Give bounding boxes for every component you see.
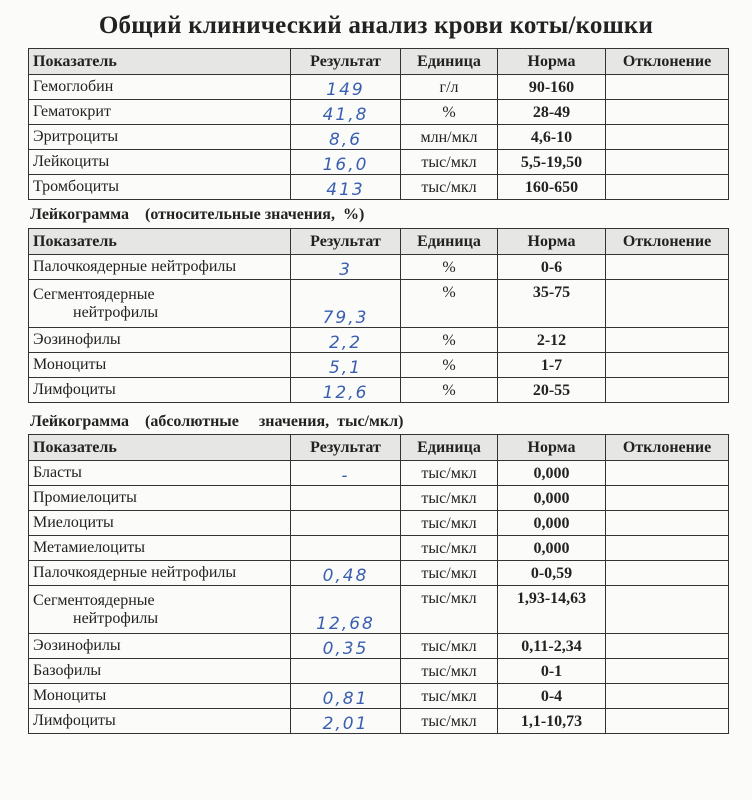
table-row	[29, 255, 729, 280]
deviation-cell	[606, 461, 729, 486]
deviation-cell	[606, 561, 729, 586]
table-header-row	[29, 49, 729, 75]
deviation-cell	[606, 75, 729, 100]
norm-cell: 0-4	[498, 684, 606, 709]
norm-cell: 20-55	[498, 378, 606, 403]
deviation-cell	[606, 255, 729, 280]
indicator-label: Бласты	[33, 464, 82, 481]
table-row	[29, 353, 729, 378]
indicator-label: Эритроциты	[33, 128, 119, 145]
table-row	[29, 125, 729, 150]
norm-cell: 0,000	[498, 461, 606, 486]
table-row	[29, 175, 729, 200]
indicator-label: Лимфоциты	[33, 381, 116, 398]
table-row	[29, 486, 729, 511]
absolute-leukogram-caption: Лейкограмма (абсолютные значения, тыс/мкл)	[30, 413, 404, 430]
indicator-name	[29, 353, 291, 378]
deviation-cell	[606, 125, 729, 150]
norm-cell: 0,000	[498, 511, 606, 536]
indicator-name	[29, 100, 291, 125]
column-header: Единица	[401, 49, 498, 75]
result-cell: 2,01	[291, 709, 401, 734]
result-cell	[291, 511, 401, 536]
indicator-name	[29, 461, 291, 486]
column-header: Показатель	[29, 229, 291, 255]
unit-cell: тыс/мкл	[401, 461, 498, 486]
table-row	[29, 378, 729, 403]
result-cell: 5,1	[291, 353, 401, 378]
table-header-row	[29, 435, 729, 461]
indicator-label: Лейкоциты	[33, 153, 110, 170]
result-cell	[291, 659, 401, 684]
unit-cell: тыс/мкл	[401, 659, 498, 684]
result-cell: 0,81	[291, 684, 401, 709]
deviation-cell	[606, 486, 729, 511]
column-header: Результат	[291, 435, 401, 461]
table-header-row	[29, 229, 729, 255]
deviation-cell	[606, 536, 729, 561]
column-header: Норма	[498, 49, 606, 75]
deviation-cell	[606, 634, 729, 659]
norm-cell: 90-160	[498, 75, 606, 100]
indicator-label-cont: нейтрофилы	[73, 303, 159, 321]
column-header: Единица	[401, 435, 498, 461]
result-cell: 16,0	[291, 150, 401, 175]
table-row	[29, 461, 729, 486]
table-row	[29, 586, 729, 634]
unit-cell: %	[401, 378, 498, 403]
absolute-leukogram-table	[28, 434, 729, 734]
unit-cell: тыс/мкл	[401, 150, 498, 175]
general-blood-table	[28, 48, 729, 200]
indicator-label: Сегментоядерные	[33, 591, 155, 609]
column-header: Отклонение	[606, 49, 729, 75]
unit-cell: %	[401, 353, 498, 378]
relative-leukogram-table	[28, 228, 729, 403]
column-header: Результат	[291, 229, 401, 255]
indicator-name	[29, 586, 291, 634]
indicator-name	[29, 378, 291, 403]
indicator-name	[29, 280, 291, 328]
indicator-name	[29, 684, 291, 709]
indicator-label: Тромбоциты	[33, 178, 119, 195]
result-cell: 149	[291, 75, 401, 100]
unit-cell: тыс/мкл	[401, 634, 498, 659]
indicator-label: Лимфоциты	[33, 712, 116, 729]
table-row	[29, 659, 729, 684]
indicator-name	[29, 536, 291, 561]
indicator-label: Гемоглобин	[33, 78, 114, 95]
table-row	[29, 328, 729, 353]
indicator-name	[29, 328, 291, 353]
table-row	[29, 536, 729, 561]
unit-cell: %	[401, 328, 498, 353]
indicator-label-cont: нейтрофилы	[73, 609, 159, 627]
norm-cell: 4,6-10	[498, 125, 606, 150]
column-header: Единица	[401, 229, 498, 255]
indicator-name	[29, 561, 291, 586]
indicator-label: Моноциты	[33, 687, 107, 704]
indicator-label: Палочкоядерные нейтрофилы	[33, 258, 237, 275]
column-header: Норма	[498, 435, 606, 461]
table-row	[29, 684, 729, 709]
indicator-name	[29, 709, 291, 734]
unit-cell: %	[401, 255, 498, 280]
deviation-cell	[606, 100, 729, 125]
deviation-cell	[606, 378, 729, 403]
table-row	[29, 75, 729, 100]
unit-cell: тыс/мкл	[401, 486, 498, 511]
result-cell: 79,3	[291, 280, 401, 328]
indicator-name	[29, 634, 291, 659]
document-title: Общий клинический анализ крови коты/кошки	[98, 12, 654, 39]
indicator-label: Палочкоядерные нейтрофилы	[33, 564, 237, 581]
norm-cell: 0,000	[498, 486, 606, 511]
unit-cell: тыс/мкл	[401, 684, 498, 709]
result-cell: -	[291, 461, 401, 486]
indicator-label: Базофилы	[33, 662, 102, 679]
indicator-label: Миелоциты	[33, 514, 114, 531]
norm-cell: 0,000	[498, 536, 606, 561]
result-cell: 413	[291, 175, 401, 200]
indicator-label: Метамиелоциты	[33, 539, 146, 556]
result-cell	[291, 536, 401, 561]
column-header: Показатель	[29, 49, 291, 75]
indicator-name	[29, 125, 291, 150]
column-header: Норма	[498, 229, 606, 255]
deviation-cell	[606, 684, 729, 709]
indicator-label: Эозинофилы	[33, 331, 121, 348]
deviation-cell	[606, 280, 729, 328]
result-cell: 2,2	[291, 328, 401, 353]
unit-cell: тыс/мкл	[401, 511, 498, 536]
relative-leukogram-caption: Лейкограмма (относительные значения, %)	[30, 206, 365, 223]
indicator-name	[29, 511, 291, 536]
deviation-cell	[606, 175, 729, 200]
unit-cell: тыс/мкл	[401, 586, 498, 634]
indicator-label: Моноциты	[33, 356, 107, 373]
indicator-name	[29, 255, 291, 280]
norm-cell: 0-1	[498, 659, 606, 684]
result-cell: 41,8	[291, 100, 401, 125]
result-cell: 12,68	[291, 586, 401, 634]
norm-cell: 0-6	[498, 255, 606, 280]
table-row	[29, 709, 729, 734]
unit-cell: %	[401, 280, 498, 328]
norm-cell: 2-12	[498, 328, 606, 353]
indicator-label: Промиелоциты	[33, 489, 137, 506]
table-row	[29, 150, 729, 175]
deviation-cell	[606, 511, 729, 536]
column-header: Показатель	[29, 435, 291, 461]
deviation-cell	[606, 659, 729, 684]
column-header: Результат	[291, 49, 401, 75]
unit-cell: %	[401, 100, 498, 125]
norm-cell: 28-49	[498, 100, 606, 125]
norm-cell: 0,11-2,34	[498, 634, 606, 659]
indicator-name	[29, 659, 291, 684]
norm-cell: 1,93-14,63	[498, 586, 606, 634]
deviation-cell	[606, 586, 729, 634]
indicator-name	[29, 175, 291, 200]
result-cell: 12,6	[291, 378, 401, 403]
unit-cell: тыс/мкл	[401, 175, 498, 200]
result-cell: 3	[291, 255, 401, 280]
indicator-label: Эозинофилы	[33, 637, 121, 654]
indicator-name	[29, 75, 291, 100]
column-header: Отклонение	[606, 435, 729, 461]
unit-cell: тыс/мкл	[401, 709, 498, 734]
result-cell: 8,6	[291, 125, 401, 150]
table-row	[29, 511, 729, 536]
table-row	[29, 634, 729, 659]
indicator-label: Гематокрит	[33, 103, 111, 120]
norm-cell: 35-75	[498, 280, 606, 328]
norm-cell: 1,1-10,73	[498, 709, 606, 734]
result-cell: 0,48	[291, 561, 401, 586]
unit-cell: г/л	[401, 75, 498, 100]
deviation-cell	[606, 353, 729, 378]
column-header: Отклонение	[606, 229, 729, 255]
table-row	[29, 561, 729, 586]
result-cell: 0,35	[291, 634, 401, 659]
deviation-cell	[606, 709, 729, 734]
deviation-cell	[606, 328, 729, 353]
unit-cell: тыс/мкл	[401, 561, 498, 586]
unit-cell: тыс/мкл	[401, 536, 498, 561]
indicator-name	[29, 486, 291, 511]
norm-cell: 5,5-19,50	[498, 150, 606, 175]
norm-cell: 160-650	[498, 175, 606, 200]
indicator-name	[29, 150, 291, 175]
norm-cell: 0-0,59	[498, 561, 606, 586]
result-cell	[291, 486, 401, 511]
table-row	[29, 280, 729, 328]
unit-cell: млн/мкл	[401, 125, 498, 150]
deviation-cell	[606, 150, 729, 175]
table-row	[29, 100, 729, 125]
indicator-label: Сегментоядерные	[33, 285, 155, 303]
norm-cell: 1-7	[498, 353, 606, 378]
